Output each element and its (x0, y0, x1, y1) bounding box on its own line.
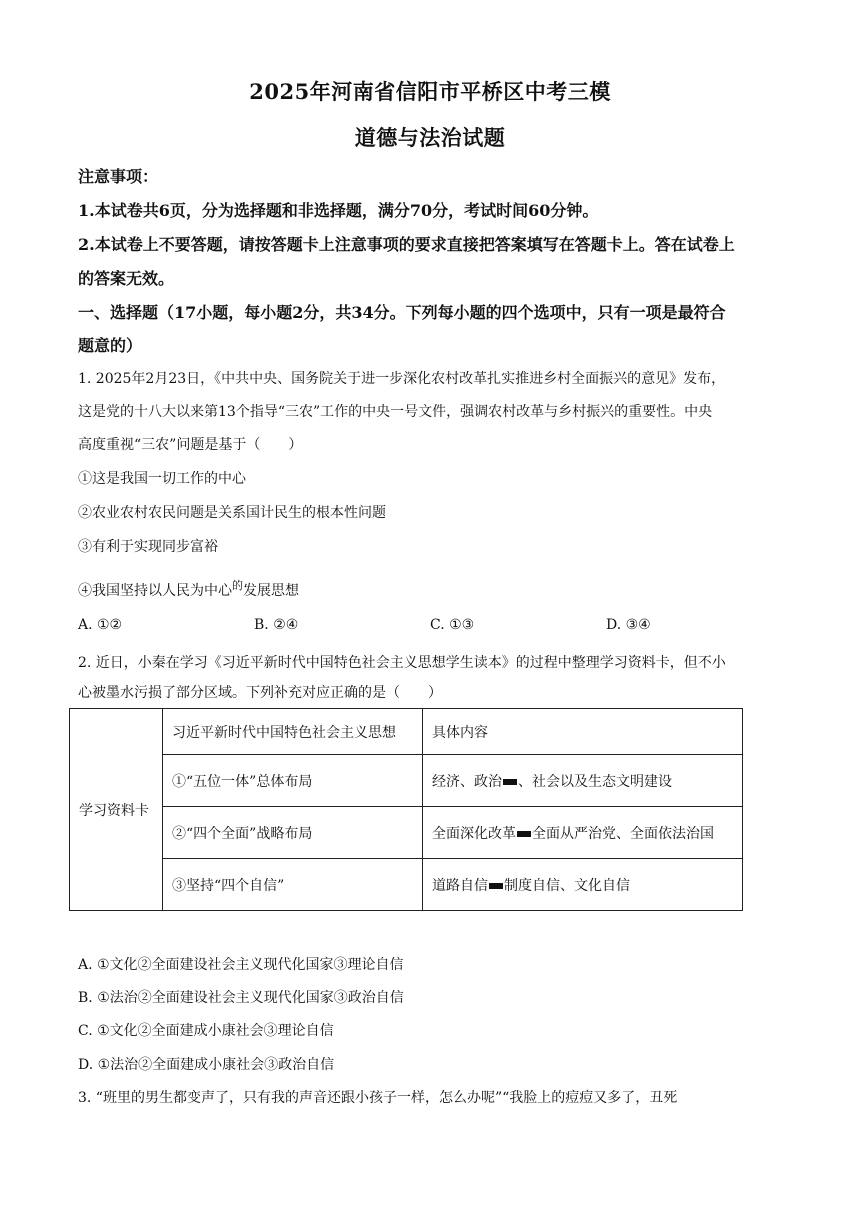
q1-statement-3: ③有利于实现同步富裕 (78, 539, 218, 555)
table-cell-right (423, 807, 743, 859)
note-item-2-line-2: 的答案无效。 (78, 269, 175, 288)
table-header-right: 具体内容 (423, 709, 743, 755)
q1-statement-4-part-a: ④我国坚持以人民为中心 (78, 583, 232, 599)
table-row (70, 807, 743, 859)
q1-statement-2: ②农业农村农民问题是关系国计民生的根本性问题 (78, 505, 386, 521)
q1-choice-b: B. ②④ (254, 617, 299, 633)
q2-option-a: A. ①文化②全面建设社会主义现代化国家③理论自信 (78, 957, 404, 973)
table-cell-left: ①“五位一体”总体布局 (163, 755, 423, 807)
q2-option-d: D. ①法治②全面建成小康社会③政治自信 (78, 1057, 335, 1073)
table-row (70, 755, 743, 807)
note-item-1: 1.本试卷共6页，分为选择题和非选择题，满分70分，考试时间60分钟。 (78, 201, 599, 220)
section-heading-line-1: 一、选择题（17小题，每小题2分，共34分。下列每小题的四个选项中，只有一项是最符合 (78, 303, 726, 322)
q2-option-c: C. ①文化②全面建成小康社会③理论自信 (78, 1023, 334, 1039)
q1-choice-d: D. ③④ (606, 617, 651, 633)
cell-text-part: 全面从严治党、全面依法治国 (532, 825, 714, 842)
ink-blot (517, 831, 531, 837)
section-heading-line-2: 题意的） (78, 336, 143, 355)
q1-choice-a: A. ①② (78, 617, 123, 633)
cell-text-part: 经济、政治 (432, 773, 502, 790)
cell-text-part: 全面深化改革 (432, 825, 516, 842)
note-item-2-line-1: 2.本试卷上不要答题，请按答题卡上注意事项的要求直接把答案填写在答题卡上。答在试卷上 (78, 235, 735, 254)
q3-stem-line-1: 3. “班里的男生都变声了，只有我的声音还跟小孩子一样，怎么办呢”“我脸上的痘痘又多了，丑死 (78, 1090, 678, 1106)
ink-blot (503, 779, 517, 785)
q1-statement-4 (78, 577, 299, 600)
cell-text-part: 制度自信、文化自信 (504, 877, 630, 894)
table-cell-left: ③坚持“四个自信” (163, 859, 423, 911)
table-side-label: 学习资料卡 (70, 709, 163, 911)
q2-option-b: B. ①法治②全面建设社会主义现代化国家③政治自信 (78, 990, 404, 1006)
q1-statement-4-part-b: 发展思想 (243, 583, 299, 599)
study-card-table-wrapper (69, 708, 743, 910)
q1-stem-line-3: 高度重视“三农”问题是基于（ ） (78, 437, 303, 453)
table-cell-right (423, 755, 743, 807)
q1-statement-1: ①这是我国一切工作的中心 (78, 471, 246, 487)
table-cell-right (423, 859, 743, 911)
q1-choice-c: C. ①③ (430, 617, 475, 633)
exam-title: 2025年河南省信阳市平桥区中考三模 (249, 79, 611, 104)
notes-heading: 注意事项： (78, 167, 159, 186)
study-card-table (69, 708, 743, 911)
cell-text-part: 道路自信 (432, 877, 488, 894)
q2-stem-line-2: 心被墨水污损了部分区域。下列补充对应正确的是（ ） (78, 685, 442, 701)
q1-stem-line-2: 这是党的十八大以来第13个指导“三农”工作的中央一号文件，强调农村改革与乡村振兴的重要性。中央 (78, 404, 713, 420)
table-row (70, 859, 743, 911)
ink-blot (489, 883, 503, 889)
q1-stem-line-1: 1. 2025年2月23日，《中共中央、国务院关于进一步深化农村改革扎实推进乡村全面振兴的意见》发布， (78, 371, 726, 387)
q2-stem-line-1: 2. 近日，小秦在学习《习近平新时代中国特色社会主义思想学生读本》的过程中整理学习资料卡，但不小 (78, 655, 726, 671)
q1-statement-4-superscript: 的 (232, 579, 243, 592)
table-cell-left: ②“四个全面”战略布局 (163, 807, 423, 859)
exam-subtitle: 道德与法治试题 (354, 125, 506, 150)
cell-text-part: 、社会以及生态文明建设 (518, 773, 672, 790)
table-header-left: 习近平新时代中国特色社会主义思想 (163, 709, 423, 755)
